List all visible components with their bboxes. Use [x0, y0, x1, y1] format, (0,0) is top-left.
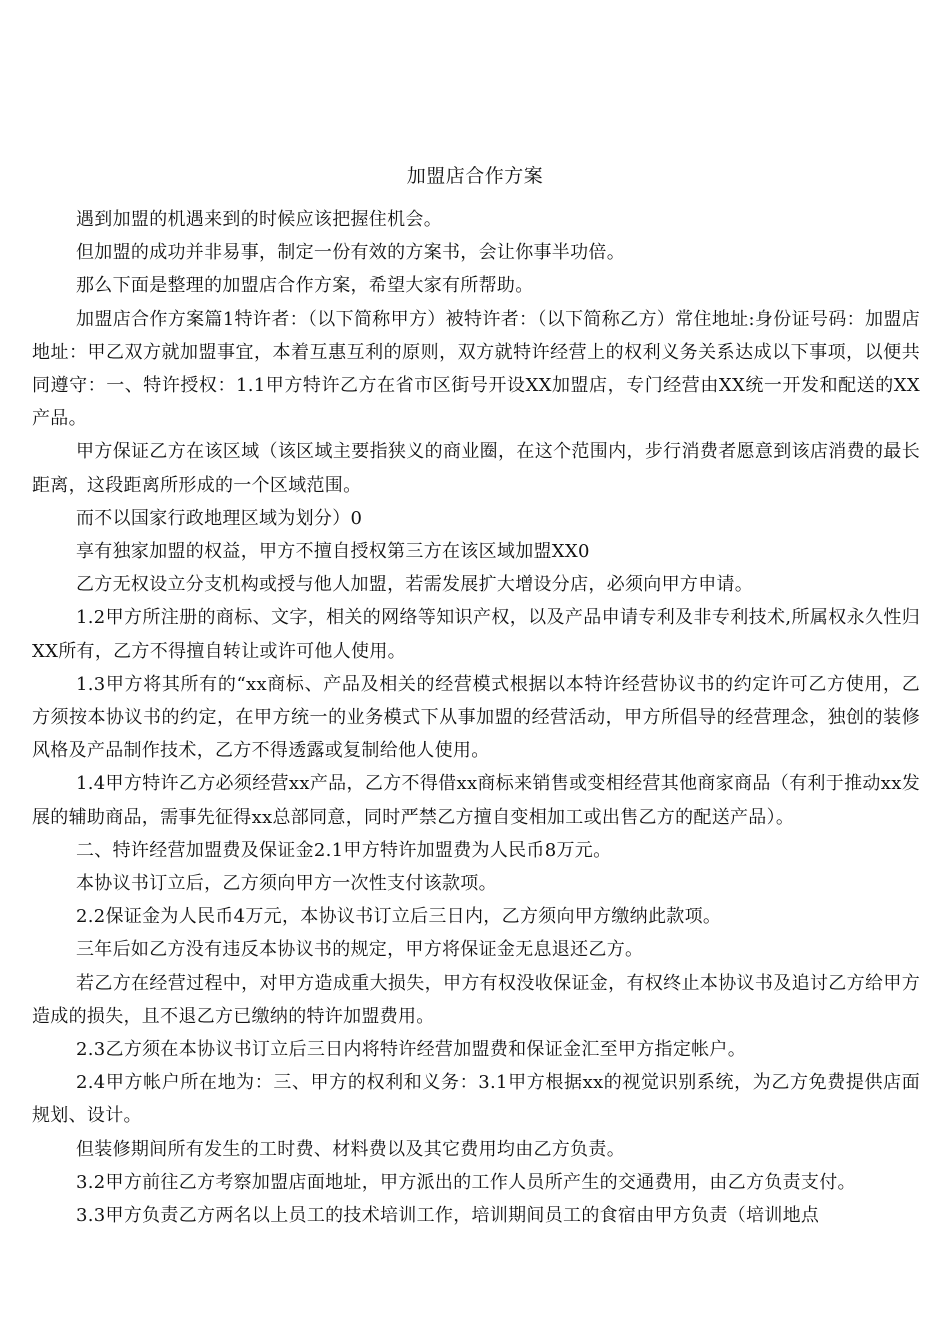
document-body — [32, 203, 920, 1232]
paragraph: 二、特许经营加盟费及保证金2.1甲方特许加盟费为人民币8万元。 — [76, 839, 612, 861]
paragraph: 甲方保证乙方在该区域（该区域主要指狭义的商业圈，在这个范围内，步行消费者愿意到该店消费的最长距离，这段距离所形成的一个区域范围。 — [32, 441, 920, 496]
paragraph: 3.2甲方前往乙方考察加盟店面地址，甲方派出的工作人员所产生的交通费用，由乙方负责支付。 — [76, 1171, 856, 1193]
paragraph: 本协议书订立后，乙方须向甲方一次性支付该款项。 — [76, 873, 497, 895]
paragraph: 加盟店合作方案篇1特许者：（以下简称甲方）被特许者：（以下简称乙方）常住地址:身份证号码：加盟店地址：甲乙双方就加盟事宜，本着互惠互利的原则，双方就特许经营上的权利义务关系达成以下事项，以便共同遵守：一、特许授权：1.1甲方特许乙方在省市区街号开设XX加盟店，专门经营由XX统一开发和配送的XX产品。 — [32, 308, 920, 430]
paragraph: 1.4甲方特许乙方必须经营xx产品，乙方不得借xx商标来销售或变相经营其他商家商品（有利于推动xx发展的辅助商品，需事先征得xx总部同意，同时严禁乙方擅自变相加工或出售乙方的配送产品）。 — [32, 773, 920, 828]
paragraph: 但装修期间所有发生的工时费、材料费以及其它费用均由乙方负责。 — [76, 1138, 625, 1160]
paragraph: 而不以国家行政地理区域为划分）0 — [76, 507, 363, 529]
paragraph: 1.3甲方将其所有的“xx商标、产品及相关的经营模式根据以本特许经营协议书的约定许可乙方使用，乙方须按本协议书的约定，在甲方统一的业务模式下从事加盟的经营活动，甲方所倡导的经营理念，独创的装修风格及产品制作技术，乙方不得透露或复制给他人使用。 — [32, 673, 920, 762]
paragraph: 2.3乙方须在本协议书订立后三日内将特许经营加盟费和保证金汇至甲方指定帐户。 — [76, 1039, 747, 1061]
paragraph: 三年后如乙方没有违反本协议书的规定，甲方将保证金无息退还乙方。 — [76, 939, 644, 961]
document-title: 加盟店合作方案 — [406, 165, 544, 187]
paragraph: 2.2保证金为人民币4万元，本协议书订立后三日内，乙方须向甲方缴纳此款项。 — [76, 906, 722, 928]
paragraph: 享有独家加盟的权益，甲方不擅自授权第三方在该区域加盟XX0 — [76, 541, 590, 563]
paragraph: 乙方无权设立分支机构或授与他人加盟，若需发展扩大增设分店，必须向甲方申请。 — [76, 574, 754, 596]
paragraph: 2.4甲方帐户所在地为：三、甲方的权利和义务：3.1甲方根据xx的视觉识别系统，为乙方免费提供店面规划、设计。 — [32, 1072, 920, 1127]
paragraph: 3.3甲方负责乙方两名以上员工的技术培训工作，培训期间员工的食宿由甲方负责（培训地点 — [76, 1205, 820, 1227]
paragraph: 但加盟的成功并非易事，制定一份有效的方案书，会让你事半功倍。 — [76, 242, 625, 264]
paragraph: 那么下面是整理的加盟店合作方案，希望大家有所帮助。 — [76, 275, 534, 297]
paragraph: 1.2甲方所注册的商标、文字，相关的网络等知识产权，以及产品申请专利及非专利技术,所属权永久性归XX所有，乙方不得擅自转让或许可他人使用。 — [32, 607, 920, 662]
paragraph: 若乙方在经营过程中，对甲方造成重大损失，甲方有权没收保证金，有权终止本协议书及追讨乙方给甲方造成的损失，且不退乙方已缴纳的特许加盟费用。 — [32, 972, 920, 1027]
paragraph: 遇到加盟的机遇来到的时候应该把握住机会。 — [76, 209, 442, 230]
